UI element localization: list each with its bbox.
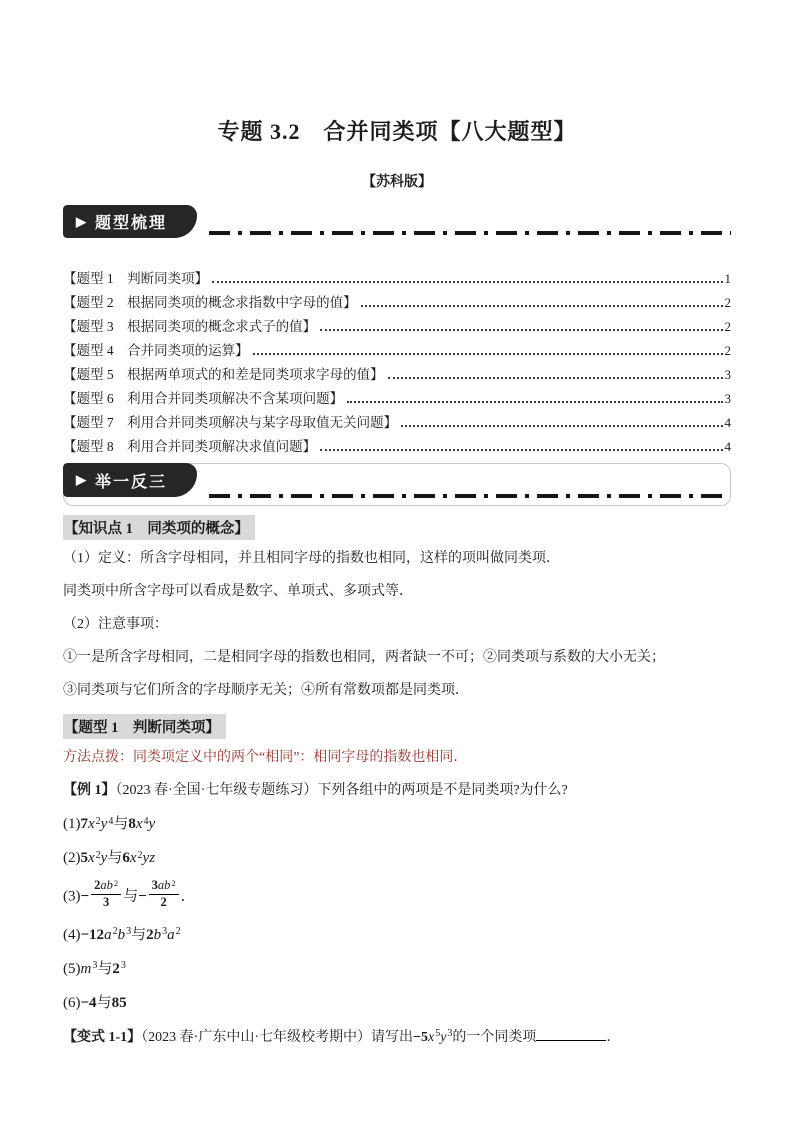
outline-badge-label: 题型梳理 xyxy=(95,215,168,232)
math-seg-s: 3 xyxy=(120,960,126,971)
math-seg-v: x xyxy=(135,816,143,832)
math-seg-t: 与 xyxy=(131,926,147,943)
math-seg-n: 3 xyxy=(151,878,158,892)
toc-entry[interactable] xyxy=(63,335,731,359)
outline-badge xyxy=(63,205,197,238)
toc-leader-dots xyxy=(401,425,722,427)
math-seg-n: − xyxy=(80,888,90,905)
toc-page-number: 2 xyxy=(724,295,731,310)
toc-leader-dots xyxy=(212,281,722,283)
math-seg-t: (4) xyxy=(63,926,81,943)
caution-title-paragraph: （2）注意事项： xyxy=(63,617,168,632)
math-seg-s: 2 xyxy=(112,926,118,937)
math-seg-n: −4 xyxy=(80,994,97,1011)
math-seg-t: (6) xyxy=(63,994,81,1011)
practice-section-header xyxy=(63,463,731,506)
answer-blank xyxy=(536,1026,606,1041)
math-seg-n: 2 xyxy=(146,926,154,943)
math-seg-n: 2 xyxy=(112,960,120,977)
math-seg-s: 2 xyxy=(171,878,176,889)
math-seg-s: 5 xyxy=(435,1028,441,1039)
math-seg-n: 3 xyxy=(102,894,110,909)
math-seg-t: （2023 春·广东中山·七年级校考期中）请写出 xyxy=(141,1029,413,1045)
toc-leader-dots xyxy=(253,353,723,355)
outline-section-header xyxy=(63,205,731,238)
toc-page-number: 4 xyxy=(724,439,731,454)
example1-item-3 xyxy=(63,878,731,913)
toc-page-number: 2 xyxy=(724,319,731,334)
math-seg-v: x xyxy=(88,850,95,866)
math-seg-s: 3 xyxy=(92,960,98,971)
note-paragraph: 同类项中所含字母可以看成是数字、单项式、多项式等． xyxy=(63,584,413,599)
math-seg-n: −5 xyxy=(413,1029,428,1045)
math-seg-s: 2 xyxy=(95,849,101,861)
math-seg-n: − xyxy=(138,888,147,905)
math-seg-s: 2 xyxy=(95,815,101,827)
toc-leader-dots xyxy=(388,377,723,379)
math-seg-w: 【例 1】 xyxy=(63,783,116,798)
math-seg-t: 的一个同类项 xyxy=(452,1029,537,1045)
math-seg-v: m xyxy=(80,960,92,977)
dash-dot-divider xyxy=(209,494,722,498)
math-seg-v: x xyxy=(88,816,95,832)
math-seg-v: y xyxy=(148,816,156,832)
math-seg-t: 与 xyxy=(97,960,113,977)
caution-item-paragraph: ①一是所含字母相同，二是相同字母的指数也相同，两者缺一不可；②同类项与系数的大小无关； xyxy=(63,650,665,665)
math-seg-t: (2) xyxy=(63,850,81,866)
math-seg-s: 2 xyxy=(113,878,119,889)
topic1-heading-row xyxy=(63,714,731,739)
caution-item-paragraph: ③同类项与它们所含的字母顺序无关；④所有常数项都是同类项． xyxy=(63,683,469,698)
toc-entry-label: 【题型 1 判断同类项】 xyxy=(63,271,209,286)
toc-page-number: 2 xyxy=(724,343,731,358)
toc-leader-dots xyxy=(320,329,722,331)
definition-paragraph: （1）定义：所含字母相同，并且相同字母的指数也相同，这样的项叫做同类项． xyxy=(63,551,560,566)
toc-leader-dots xyxy=(361,305,723,307)
toc-entry-label: 【题型 3 根据同类项的概念求式子的值】 xyxy=(63,319,317,334)
math-seg-n: 5 xyxy=(80,850,88,866)
page-title: 专题 3.2 合并同类项【八大题型】 xyxy=(217,119,577,144)
practice-badge-label: 举一反三 xyxy=(95,473,168,491)
toc-page-number: 4 xyxy=(724,415,731,430)
math-seg-v: y xyxy=(440,1029,447,1045)
toc-entry[interactable] xyxy=(63,359,731,383)
play-triangle-icon: ▶ xyxy=(76,213,86,229)
math-fraction xyxy=(91,879,121,910)
table-of-contents xyxy=(63,263,731,455)
math-seg-v: y xyxy=(100,850,108,866)
example1-question xyxy=(63,781,731,801)
edition-label: 【苏科版】 xyxy=(362,175,432,190)
toc-entry-label: 【题型 5 根据两单项式的和差是同类项求字母的值】 xyxy=(63,367,384,382)
math-seg-v: a xyxy=(167,926,175,943)
practice-badge xyxy=(63,463,197,497)
toc-leader-dots xyxy=(320,449,722,451)
math-seg-s: 2 xyxy=(137,849,143,861)
math-seg-v: y xyxy=(100,816,108,832)
dash-dot-divider xyxy=(209,231,731,235)
toc-page-number: 3 xyxy=(724,367,731,382)
math-seg-t: (5) xyxy=(63,960,81,977)
toc-entry-label: 【题型 4 合并同类项的运算】 xyxy=(63,343,249,358)
math-seg-n: 2 xyxy=(94,878,101,892)
toc-entry-label: 【题型 2 根据同类项的概念求指数中字母的值】 xyxy=(63,295,357,310)
math-seg-t: ． xyxy=(606,1029,621,1045)
toc-page-number: 3 xyxy=(724,391,731,406)
math-seg-s: 4 xyxy=(143,815,149,827)
math-seg-v: b xyxy=(153,926,162,943)
toc-entry[interactable] xyxy=(63,311,731,335)
math-seg-t: （2023 春·全国·七年级专题练习）下列各组中的两项是不是同类项?为什么? xyxy=(115,783,568,798)
play-triangle-icon: ▶ xyxy=(76,472,86,487)
topic1-heading: 【题型 1 判断同类项】 xyxy=(63,714,226,739)
math-seg-s: 4 xyxy=(108,815,114,827)
math-seg-s: 3 xyxy=(162,926,168,937)
math-seg-n: 7 xyxy=(80,816,88,832)
math-fraction xyxy=(149,879,179,910)
example1-item-5 xyxy=(63,959,731,981)
math-seg-t: ． xyxy=(180,888,196,905)
math-seg-n: 8 xyxy=(128,816,136,832)
math-seg-t: 与 xyxy=(123,888,139,905)
example1-item-2 xyxy=(63,848,731,870)
toc-entry[interactable] xyxy=(63,407,731,431)
toc-page-number: 1 xyxy=(724,271,731,286)
math-seg-w: 【变式 1-1】 xyxy=(63,1029,142,1045)
toc-entry[interactable] xyxy=(63,431,731,455)
math-seg-n: 85 xyxy=(111,994,127,1011)
method-tip: 方法点拨：同类项定义中的两个“相同”：相同字母的指数也相同． xyxy=(63,750,468,765)
example1-item-4 xyxy=(63,925,731,947)
toc-entry[interactable] xyxy=(63,383,731,407)
variant1-1-question xyxy=(63,1026,731,1049)
toc-entry-label: 【题型 7 利用合并同类项解决与某字母取值无关问题】 xyxy=(63,415,398,430)
math-seg-v: yz xyxy=(142,850,156,866)
math-seg-v: b xyxy=(117,926,126,943)
math-seg-t: (1) xyxy=(63,816,81,832)
math-seg-s: 3 xyxy=(126,926,132,937)
math-seg-v: a xyxy=(104,926,112,943)
knowledge-heading-row xyxy=(63,515,731,540)
toc-entry[interactable] xyxy=(63,263,731,287)
example1-item-1 xyxy=(63,814,731,836)
math-seg-v: ab xyxy=(100,878,113,892)
math-seg-t: 与 xyxy=(96,994,112,1011)
math-seg-t: 与 xyxy=(113,816,129,832)
math-seg-n: 2 xyxy=(160,894,167,909)
math-seg-s: 3 xyxy=(447,1028,453,1039)
toc-entry-label: 【题型 6 利用合并同类项解决不含某项问题】 xyxy=(63,391,344,406)
toc-leader-dots xyxy=(347,401,722,403)
math-seg-n: −12 xyxy=(80,926,105,943)
math-seg-v: ab xyxy=(157,878,171,892)
knowledge-point-heading: 【知识点 1 同类项的概念】 xyxy=(63,515,255,540)
toc-entry-label: 【题型 8 利用合并同类项解决求值问题】 xyxy=(63,439,317,454)
math-seg-v: x xyxy=(129,850,137,866)
example1-item-6 xyxy=(63,993,731,1014)
math-seg-t: 与 xyxy=(107,850,123,866)
math-seg-s: 2 xyxy=(175,926,181,937)
math-seg-t: (3) xyxy=(63,888,81,905)
toc-entry[interactable] xyxy=(63,287,731,311)
math-seg-n: 6 xyxy=(122,850,130,866)
math-seg-v: x xyxy=(427,1029,435,1045)
